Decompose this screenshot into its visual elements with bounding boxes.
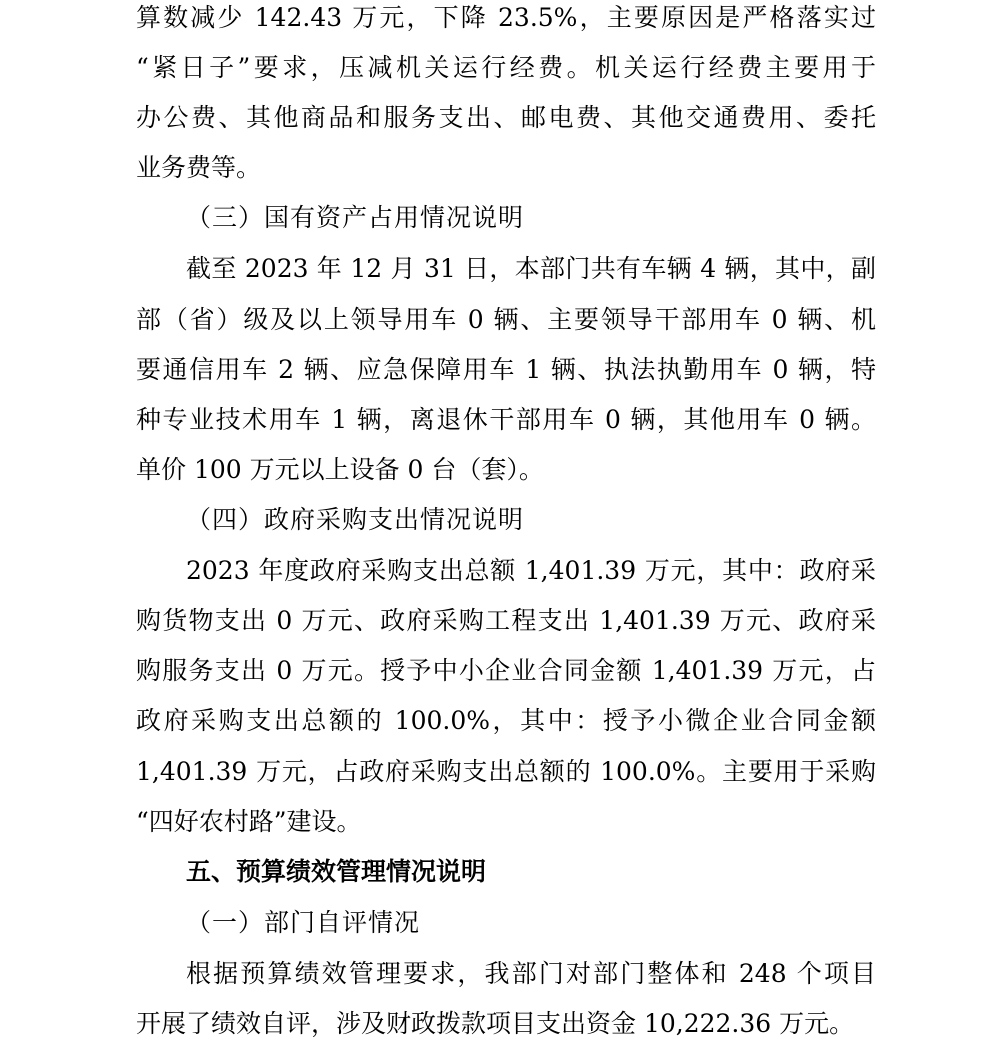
section-title-procurement: （四）政府采购支出情况说明 (186, 505, 525, 534)
paragraph-line: 部（省）级及以上领导用车 0 辆、主要领导干部用车 0 辆、机 (136, 305, 876, 334)
chapter-heading-performance: 五、预算绩效管理情况说明 (186, 857, 487, 886)
paragraph-line: 1,401.39 万元，占政府采购支出总额的 100.0%。主要用于采购 (136, 757, 876, 786)
paragraph-line: 种专业技术用车 1 辆，离退休干部用车 0 辆，其他用车 0 辆。 (136, 405, 876, 434)
paragraph-line: “四好农村路”建设。 (136, 807, 362, 836)
paragraph-line: 购服务支出 0 万元。授予中小企业合同金额 1,401.39 万元，占 (136, 656, 876, 685)
paragraph-line: 政府采购支出总额的 100.0%，其中：授予小微企业合同金额 (136, 706, 876, 735)
section-title-assets: （三）国有资产占用情况说明 (186, 203, 525, 232)
paragraph-line: 要通信用车 2 辆、应急保障用车 1 辆、执法执勤用车 0 辆，特 (136, 355, 876, 384)
paragraph-line: 业务费等。 (136, 153, 262, 182)
paragraph-line: 单价 100 万元以上设备 0 台（套）。 (136, 455, 544, 484)
paragraph-line: 2023 年度政府采购支出总额 1,401.39 万元，其中：政府采 (186, 556, 876, 585)
paragraph-line: 购货物支出 0 万元、政府采购工程支出 1,401.39 万元、政府采 (136, 606, 876, 635)
section-title-self-evaluation: （一）部门自评情况 (186, 908, 421, 937)
paragraph-line: 办公费、其他商品和服务支出、邮电费、其他交通费用、委托 (136, 103, 876, 132)
paragraph-line: “紧日子”要求，压减机关运行经费。机关运行经费主要用于 (136, 53, 876, 82)
paragraph-line: 根据预算绩效管理要求，我部门对部门整体和 248 个项目 (186, 959, 876, 988)
paragraph-line: 截至 2023 年 12 月 31 日，本部门共有车辆 4 辆，其中，副 (186, 254, 876, 283)
paragraph-line: 算数减少 142.43 万元，下降 23.5%，主要原因是严格落实过 (136, 3, 876, 32)
paragraph-line: 开展了绩效自评，涉及财政拨款项目支出资金 10,222.36 万元。 (136, 1009, 855, 1038)
